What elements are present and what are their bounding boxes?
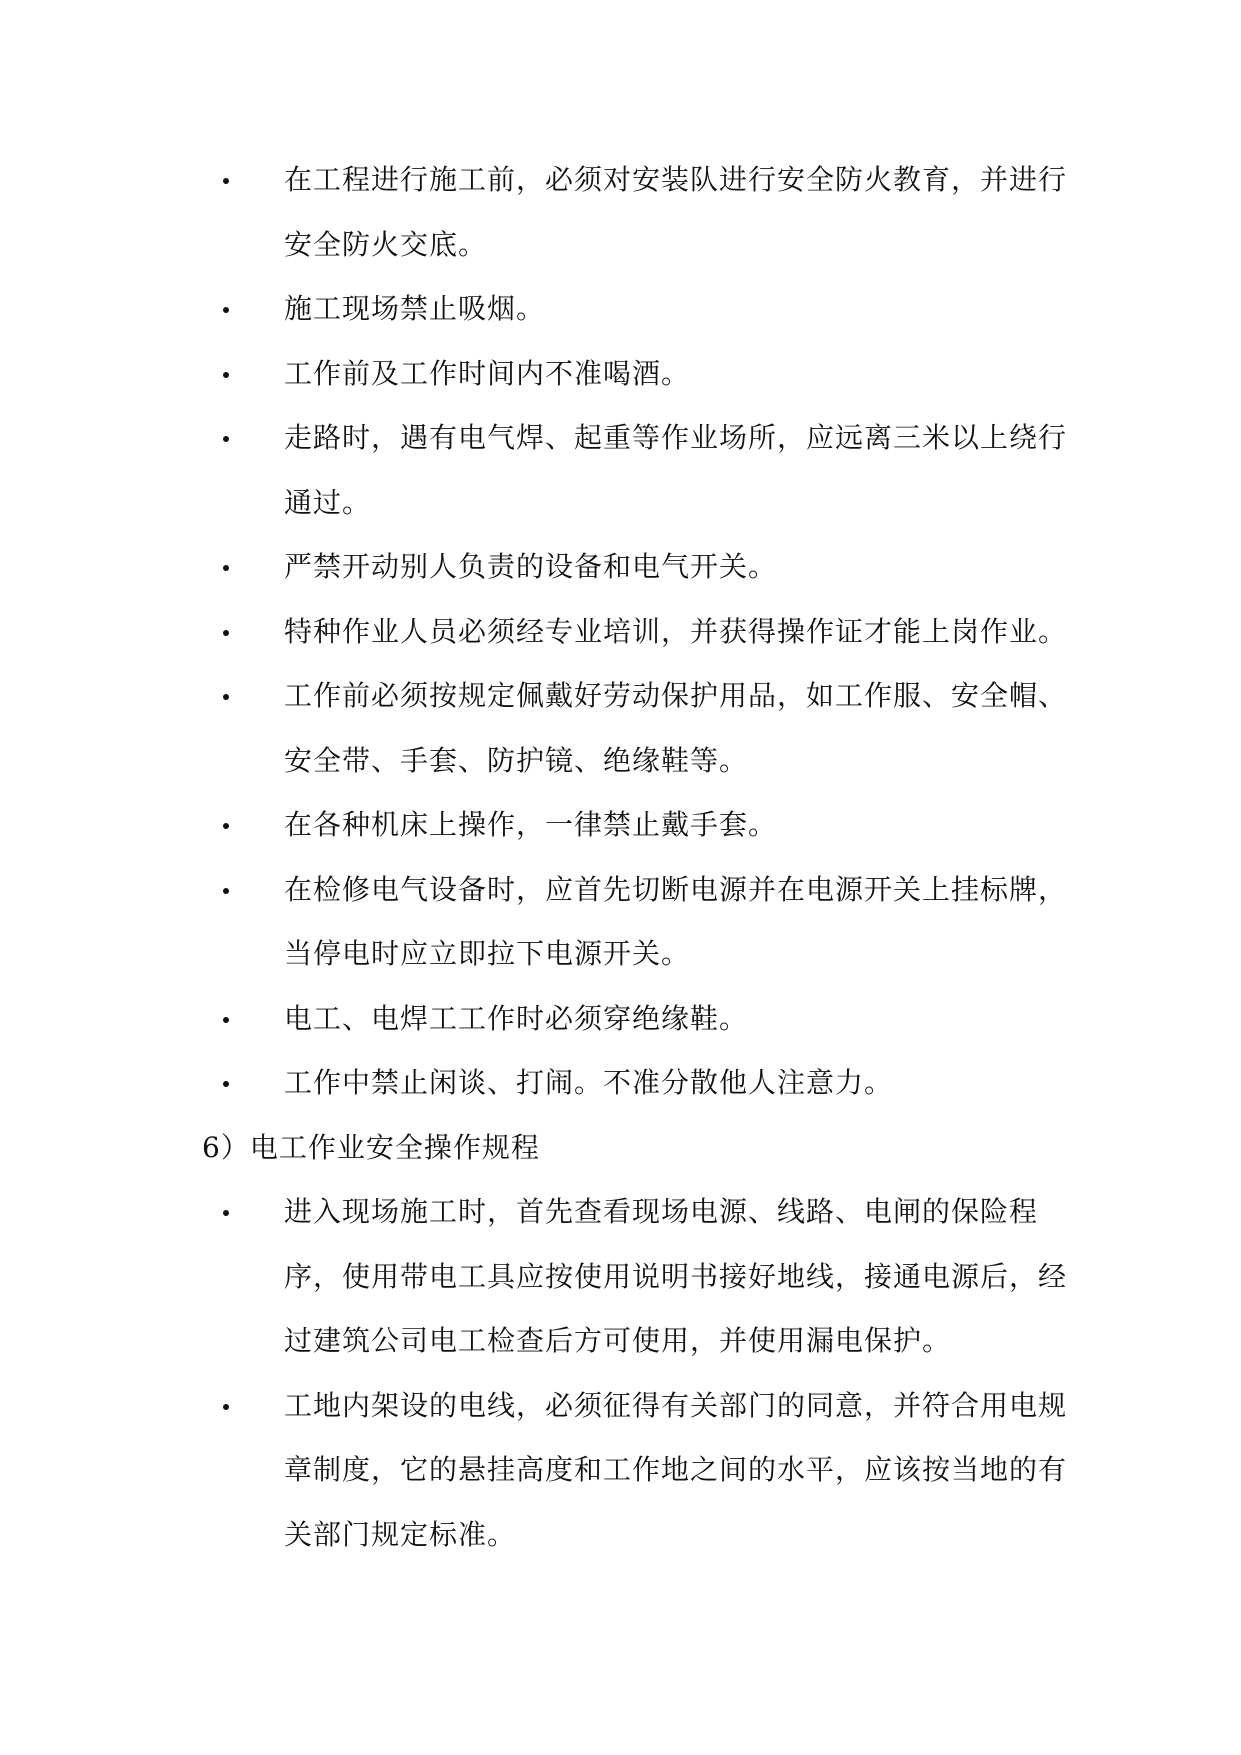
list-item-text: 在检修电气设备时，应首先切断电源并在电源开关上挂标牌，当停电时应立即拉下电源开关。 (284, 872, 1068, 970)
list-item (0, 1051, 1241, 1116)
list-item (0, 277, 1241, 342)
bullet-icon (223, 1017, 229, 1023)
list-item (0, 406, 1241, 535)
list-item-text: 工地内架设的电线，必须征得有关部门的同意，并符合用电规章制度，它的悬挂高度和工作地之间的水平，应该按当地的有关部门规定标准。 (284, 1388, 1068, 1551)
bullet-icon (223, 307, 229, 313)
list-item-text: 在各种机床上操作，一律禁止戴手套。 (284, 808, 778, 841)
list-item-text: 在工程进行施工前，必须对安装队进行安全防火教育，并进行安全防火交底。 (284, 163, 1068, 261)
bullet-icon (223, 1081, 229, 1087)
bullet-icon (223, 372, 229, 378)
bullet-icon (223, 565, 229, 571)
list-item-text: 工作中禁止闲谈、打闹。不准分散他人注意力。 (284, 1066, 894, 1099)
list-item-text: 工作前必须按规定佩戴好劳动保护用品，如工作服、安全帽、安全带、手套、防护镜、绝缘鞋等。 (284, 679, 1068, 777)
list-item-text: 特种作业人员必须经专业培训，并获得操作证才能上岗作业。 (284, 614, 1068, 648)
list-item (0, 1374, 1241, 1568)
section-heading: 6）电工作业安全操作规程 (202, 1130, 540, 1164)
bullet-icon (223, 888, 229, 894)
bullet-icon (223, 1210, 229, 1216)
list-item (0, 148, 1241, 277)
bullet-icon (223, 694, 229, 700)
bullet-icon (223, 436, 229, 442)
list-item (0, 600, 1241, 665)
list-item-text: 进入现场施工时，首先查看现场电源、线路、电闸的保险程序，使用带电工具应按使用说明书接好地线，接通电源后，经过建筑公司电工检查后方可使用，并使用漏电保护。 (284, 1195, 1068, 1357)
list-item-text: 施工现场禁止吸烟。 (284, 292, 546, 325)
list-item-text: 走路时，遇有电气焊、起重等作业场所，应远离三米以上绕行通过。 (284, 421, 1068, 519)
list-item (0, 1180, 1241, 1374)
list-item-text: 工作前及工作时间内不准喝酒。 (284, 356, 691, 390)
bullet-icon (223, 823, 229, 829)
list-item (0, 342, 1241, 407)
list-item (0, 987, 1241, 1052)
list-item (0, 664, 1241, 793)
list-item (0, 793, 1241, 858)
safety-rules-list (0, 148, 1241, 1116)
list-item (0, 535, 1241, 600)
bullet-icon (223, 1404, 229, 1410)
list-item-text: 电工、电焊工工作时必须穿绝缘鞋。 (284, 1001, 749, 1035)
bullet-icon (223, 630, 229, 636)
list-item (0, 858, 1241, 987)
bullet-icon (223, 178, 229, 184)
electrician-rules-list (0, 1180, 1241, 1567)
list-item-text: 严禁开动别人负责的设备和电气开关。 (284, 550, 778, 583)
page-content (0, 148, 1241, 1567)
